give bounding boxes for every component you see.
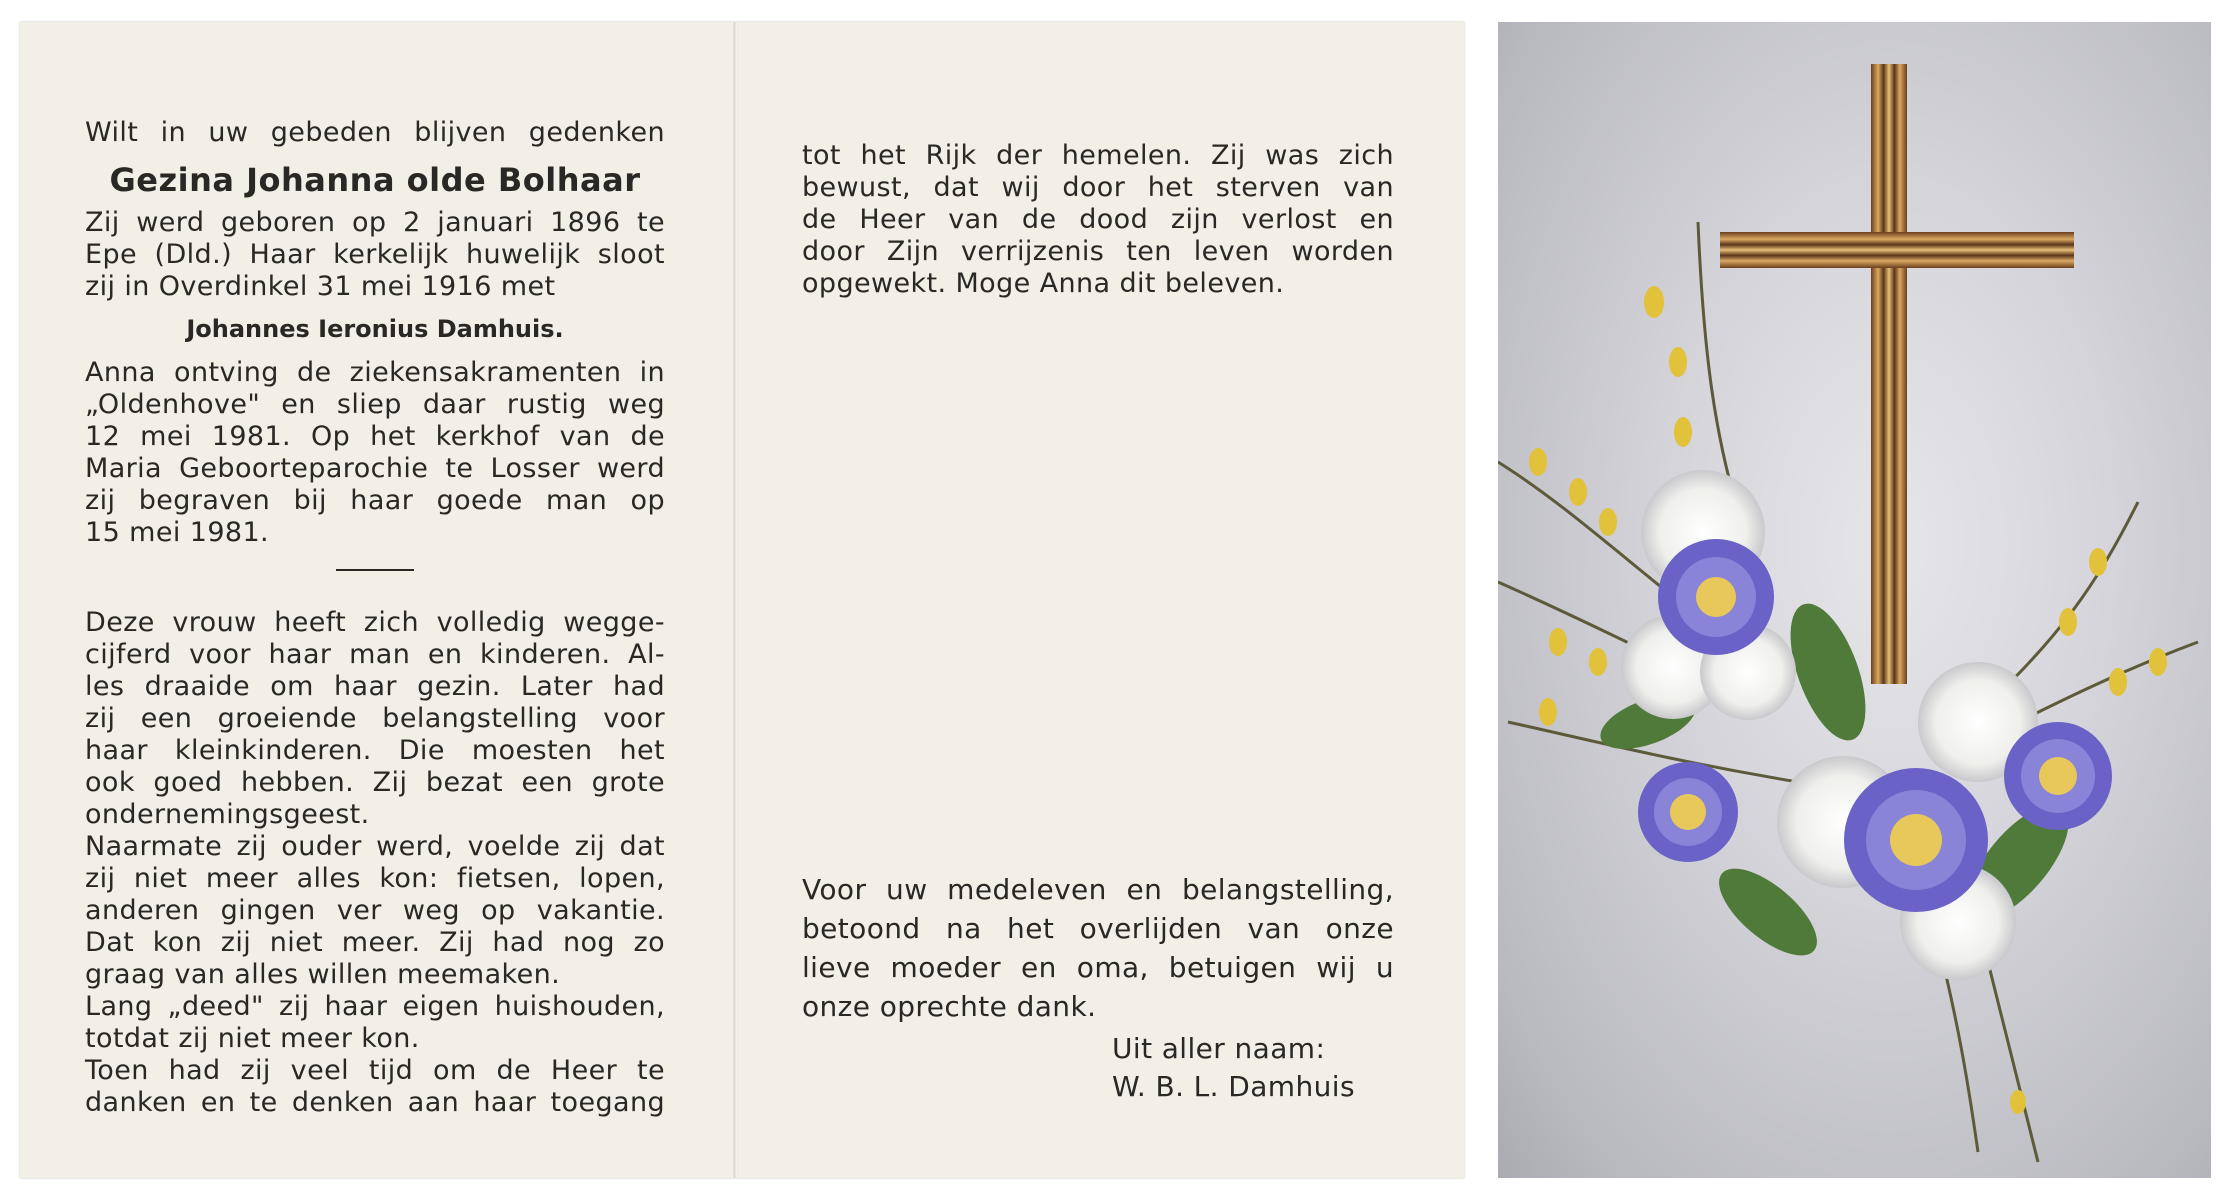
text-line: Deze vrouw heeft zich volledig wegge- [85, 607, 665, 638]
invite-text: Wilt in uw gebeden blijven gedenken [85, 117, 665, 148]
text-line: bewust, dat wij door het sterven van [802, 172, 1394, 203]
text-line: 12 mei 1981. Op het kerkhof van de [85, 421, 665, 452]
text-line: Zij werd geboren op 2 januari 1896 te [85, 207, 665, 238]
text-line: haar kleinkinderen. Die moesten het [85, 735, 665, 766]
text-line: ondernemingsgeest. [85, 799, 370, 830]
text-line: zij niet meer alles kon: fietsen, lopen, [85, 863, 665, 894]
text-line: de Heer van de dood zijn verlost en [802, 204, 1394, 235]
signature-name: W. B. L. Damhuis [1112, 1070, 1355, 1103]
text-line: Epe (Dld.) Haar kerkelijk huwelijk sloot [85, 239, 665, 270]
text-line: betoond na het overlijden van onze [802, 912, 1394, 945]
text-line: danken en te denken aan haar toegang [85, 1087, 665, 1118]
cross-flowers-photo [1498, 22, 2211, 1178]
text-line: Dat kon zij niet meer. Zij had nog zo [85, 927, 665, 958]
death-paragraph [85, 357, 665, 549]
text-line: ook goed hebben. Zij bezat een grote [85, 767, 665, 798]
text-line: totdat zij niet meer kon. [85, 1023, 420, 1054]
life-paragraph [85, 607, 665, 1119]
text-line: zij in Overdinkel 31 mei 1916 met [85, 271, 556, 302]
text-line: graag van alles willen meemaken. [85, 959, 561, 990]
husband-name: Johannes Ieronius Damhuis. [186, 315, 564, 343]
right-page-continuation [802, 140, 1394, 300]
separator-rule [336, 569, 414, 571]
thanks-paragraph [802, 870, 1394, 1106]
text-line: Toen had zij veel tijd om de Heer te [85, 1055, 665, 1086]
signature-block [1112, 1030, 1394, 1106]
text-line: lieve moeder en oma, betuigen wij u [802, 951, 1394, 984]
birth-paragraph [85, 207, 665, 303]
text-line: les draaide om haar gezin. Later had [85, 671, 665, 702]
text-line: zij begraven bij haar goede man op [85, 485, 665, 516]
card-fold [733, 22, 738, 1178]
deceased-name: Gezina Johanna olde Bolhaar [109, 161, 641, 199]
memorial-card [20, 22, 1464, 1178]
text-line: door Zijn verrijzenis ten leven worden [802, 236, 1394, 267]
text-line: Maria Geboorteparochie te Losser werd [85, 453, 665, 484]
text-line: anderen gingen ver weg op vakantie. [85, 895, 665, 926]
text-line: tot het Rijk der hemelen. Zij was zich [802, 140, 1394, 171]
left-page [85, 117, 665, 1119]
text-line: Naarmate zij ouder werd, voelde zij dat [85, 831, 665, 862]
text-line: 15 mei 1981. [85, 517, 270, 548]
text-line: Lang „deed" zij haar eigen huishouden, [85, 991, 665, 1022]
text-line: opgewekt. Moge Anna dit beleven. [802, 268, 1285, 299]
signature-label: Uit aller naam: [1112, 1032, 1326, 1065]
text-line: Anna ontving de ziekensakramenten in [85, 357, 665, 388]
text-line: cijferd voor haar man en kinderen. Al- [85, 639, 665, 670]
text-line: zij een groeiende belangstelling voor [85, 703, 665, 734]
text-line: onze oprechte dank. [802, 990, 1097, 1023]
text-line: Voor uw medeleven en belangstelling, [802, 873, 1394, 906]
text-line: „Oldenhove" en sliep daar rustig weg [85, 389, 665, 420]
photo-illustration [1498, 22, 2211, 1178]
